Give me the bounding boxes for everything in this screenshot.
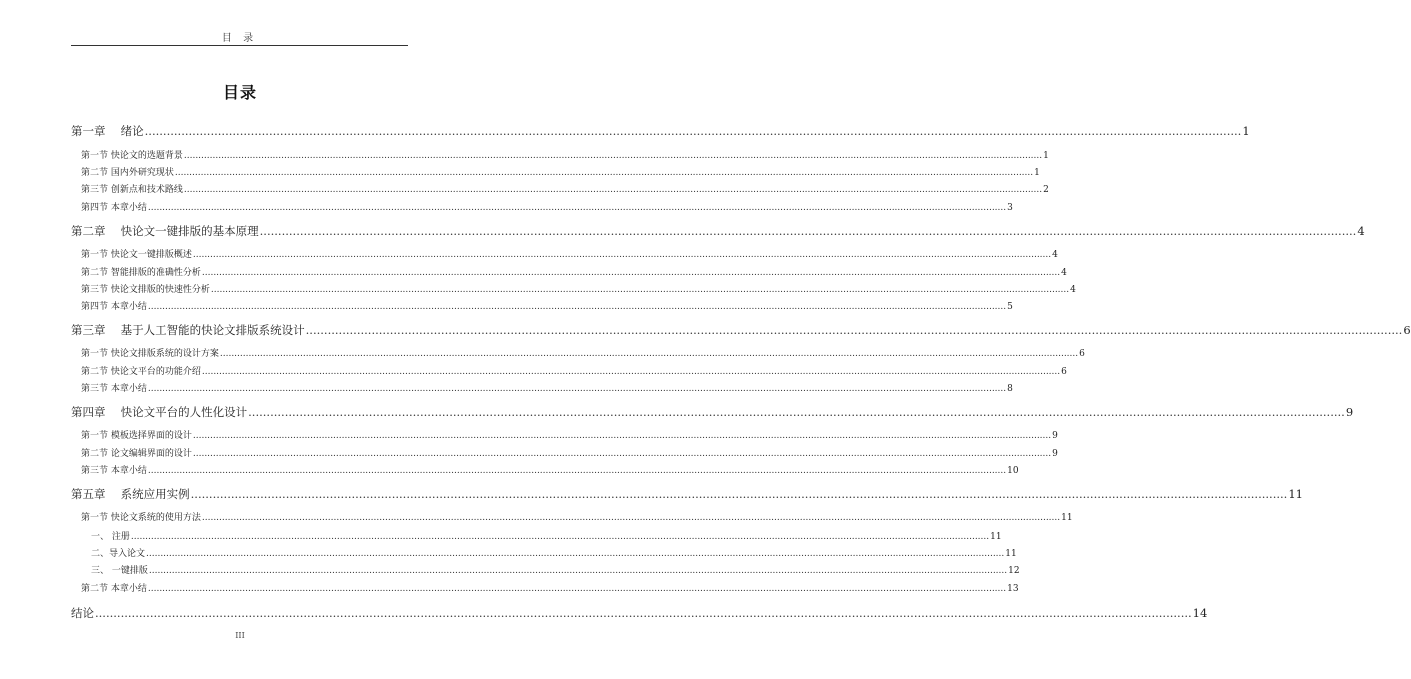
toc-entry-section [81, 148, 1049, 161]
dot-leader: ............................................................................................................................................................................................................................................................................................................ [147, 203, 1007, 213]
toc-entry-section [81, 200, 1013, 213]
toc-entry-sub [91, 563, 1020, 576]
toc-entry-page: 4 [1357, 224, 1365, 238]
dot-leader: ............................................................................................................................................................................................................................................................................................................ [147, 466, 1007, 476]
toc-entry-section [81, 364, 1067, 377]
toc-entry-page: 1 [1043, 151, 1049, 161]
dot-leader: ............................................................................................................................................................................................................................................................................................................ [183, 185, 1043, 195]
toc-entry-page: 10 [1007, 466, 1019, 476]
toc-entry-page: 11 [1288, 487, 1303, 501]
toc-entry-label: 第三节 创新点和技术路线 [81, 185, 183, 195]
dot-leader: ............................................................................................................................................................................................................................................................................................................ [201, 513, 1061, 523]
toc-entry-section [81, 463, 1019, 476]
toc-entry-label: 第二节 快论文平台的功能介绍 [81, 367, 201, 377]
toc-entry-label: 第二节 国内外研究现状 [81, 168, 174, 178]
dot-leader: ............................................................................................................................................................................................................................................................................................................ [305, 323, 1403, 337]
dot-leader: ............................................................................................................................................................................................................................................................................................................ [190, 487, 1288, 501]
toc-entry-page: 9 [1052, 431, 1058, 441]
toc-entry-label: 第二章 快论文一键排版的基本原理 [71, 224, 259, 238]
toc-entry-page: 13 [1007, 584, 1019, 594]
toc-entry-page: 3 [1007, 203, 1013, 213]
dot-leader: ............................................................................................................................................................................................................................................................................................................ [259, 224, 1357, 238]
dot-leader: ............................................................................................................................................................................................................................................................................................................ [148, 566, 1008, 576]
toc-entry-label: 二、导入论文 [91, 549, 146, 559]
toc-entry-page: 4 [1061, 268, 1067, 278]
dot-leader: ............................................................................................................................................................................................................................................................................................................ [201, 367, 1061, 377]
toc-entry-page: 11 [1061, 513, 1073, 523]
toc-entry-label: 第四章 快论文平台的人性化设计 [71, 405, 248, 419]
dot-leader: ............................................................................................................................................................................................................................................................................................................ [192, 449, 1052, 459]
dot-leader: ............................................................................................................................................................................................................................................................................................................ [174, 168, 1034, 178]
toc-entry-page: 1 [1034, 168, 1040, 178]
toc-entry-page: 11 [990, 532, 1002, 542]
toc-entry-label: 三、 一键排版 [91, 566, 148, 576]
toc-entry-label: 第二节 论文编辑界面的设计 [81, 449, 192, 459]
toc-entry-page: 12 [1008, 566, 1020, 576]
toc-entry-sub [91, 546, 1017, 559]
toc-entry-label: 第一节 快论文排版系统的设计方案 [81, 349, 219, 359]
toc-entry-label: 第一节 快论文一键排版概述 [81, 250, 192, 260]
toc-entry-section [81, 346, 1085, 359]
running-header: 目 录 [221, 33, 258, 44]
toc-entry-chapter [71, 486, 1303, 502]
toc-entry-label: 第四节 本章小结 [81, 302, 147, 312]
toc-entry-label: 第三节 本章小结 [81, 384, 147, 394]
dot-leader: ............................................................................................................................................................................................................................................................................................................ [95, 606, 1192, 620]
toc-entry-label: 第一章 绪论 [71, 124, 144, 138]
toc-entry-page: 4 [1052, 250, 1058, 260]
dot-leader: ............................................................................................................................................................................................................................................................................................................ [219, 349, 1079, 359]
dot-leader: ............................................................................................................................................................................................................................................................................................................ [146, 549, 1005, 559]
toc-entry-label: 第二节 智能排版的准确性分析 [81, 268, 201, 278]
toc-entry-section [81, 299, 1013, 312]
toc-entry-label: 一、 注册 [91, 532, 130, 542]
toc-entry-section [81, 381, 1013, 394]
toc-entry-page: 5 [1007, 302, 1013, 312]
toc-entry-label: 第一节 模板选择界面的设计 [81, 431, 192, 441]
toc-entry-label: 第三章 基于人工智能的快论文排版系统设计 [71, 323, 305, 337]
dot-leader: ............................................................................................................................................................................................................................................................................................................ [248, 405, 1345, 419]
dot-leader: ............................................................................................................................................................................................................................................................................................................ [147, 384, 1007, 394]
toc-entry-label: 第三节 本章小结 [81, 466, 147, 476]
toc-entry-section [81, 446, 1058, 459]
dot-leader: ............................................................................................................................................................................................................................................................................................................ [192, 431, 1052, 441]
toc-entry-chapter [71, 404, 1354, 420]
toc-entry-section [81, 165, 1040, 178]
toc-entry-section [81, 581, 1019, 594]
toc-entry-page: 6 [1403, 323, 1411, 337]
dot-leader: ............................................................................................................................................................................................................................................................................................................ [183, 151, 1043, 161]
page-title: 目录 [222, 83, 257, 102]
toc-entry-page: 9 [1052, 449, 1058, 459]
toc-entry-page: 6 [1061, 367, 1067, 377]
toc-entry-label: 第五章 系统应用实例 [71, 487, 190, 501]
toc-entry-page: 11 [1005, 549, 1017, 559]
toc-entry-page: 4 [1070, 285, 1076, 295]
toc-entry-page: 9 [1345, 405, 1354, 419]
toc-entry-label: 第三节 快论文排版的快速性分析 [81, 285, 210, 295]
toc-entry-chapter [71, 223, 1365, 239]
toc-entry-label: 第四节 本章小结 [81, 203, 147, 213]
dot-leader: ............................................................................................................................................................................................................................................................................................................ [192, 250, 1052, 260]
dot-leader: ............................................................................................................................................................................................................................................................................................................ [147, 584, 1007, 594]
toc-entry-label: 第二节 本章小结 [81, 584, 147, 594]
toc-entry-label: 第一节 快论文的选题背景 [81, 151, 183, 161]
toc-entry-section [81, 510, 1073, 523]
dot-leader: ............................................................................................................................................................................................................................................................................................................ [144, 124, 1242, 138]
dot-leader: ............................................................................................................................................................................................................................................................................................................ [210, 285, 1070, 295]
page-number: III [235, 631, 245, 640]
toc-entry-sub [91, 529, 1002, 542]
toc-entry-section [81, 265, 1067, 278]
toc-entry-section [81, 282, 1076, 295]
toc-entry-page: 6 [1079, 349, 1085, 359]
toc-entry-section [81, 428, 1058, 441]
toc-entry-label: 结论 [71, 606, 94, 620]
toc-entry-label: 第一节 快论文系统的使用方法 [81, 513, 201, 523]
toc-entry-chapter [71, 322, 1411, 338]
toc-entry-page: 1 [1242, 124, 1250, 138]
toc-entry-section [81, 182, 1049, 195]
dot-leader: ............................................................................................................................................................................................................................................................................................................ [130, 532, 990, 542]
toc-entry-section [81, 247, 1058, 260]
dot-leader: ............................................................................................................................................................................................................................................................................................................ [147, 302, 1007, 312]
dot-leader: ............................................................................................................................................................................................................................................................................................................ [201, 268, 1061, 278]
toc-entry-chapter [71, 605, 1208, 621]
header-rule [71, 45, 408, 46]
toc-entry-page: 14 [1192, 606, 1208, 620]
toc-entry-page: 8 [1007, 384, 1013, 394]
toc-entry-page: 2 [1043, 185, 1049, 195]
toc-entry-chapter [71, 123, 1250, 139]
